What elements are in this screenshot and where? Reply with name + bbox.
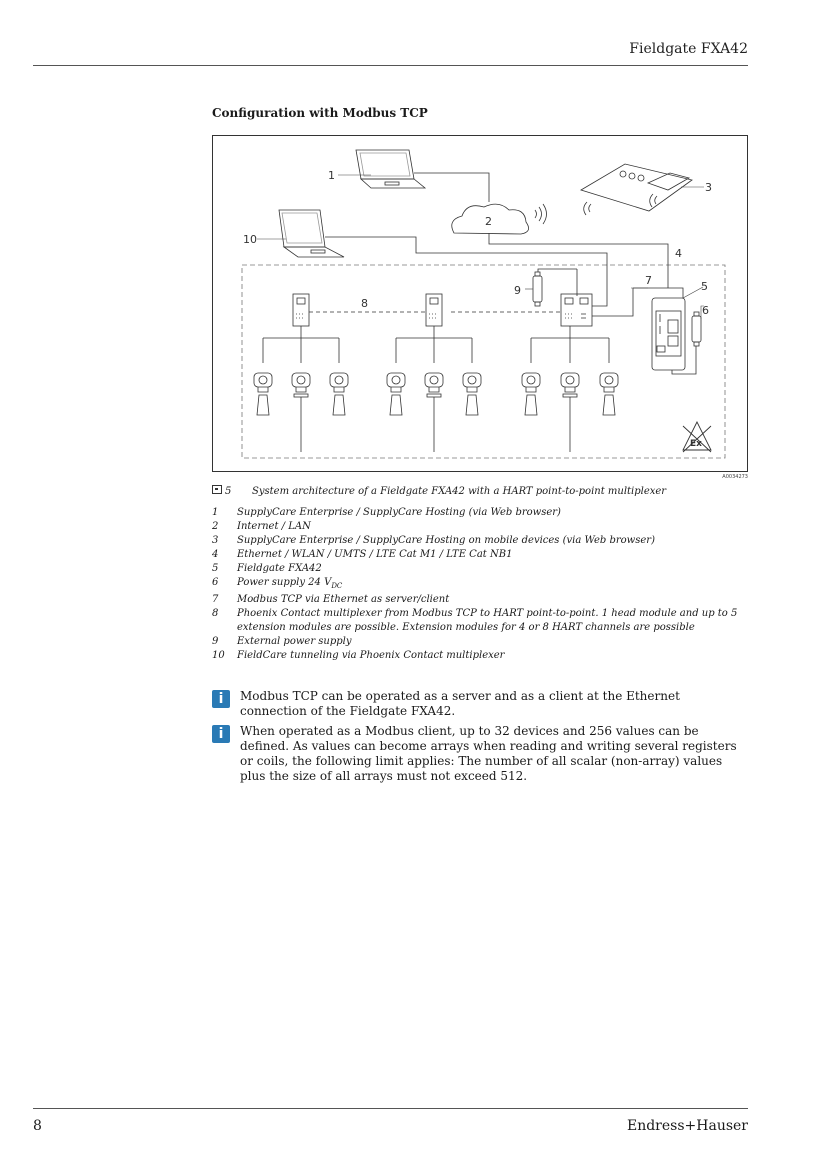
legend-item: 7 Modbus TCP via Ethernet as server/client <box>212 594 450 605</box>
legend-item: 9 External power supply <box>212 636 352 647</box>
external-power-supply-icon <box>533 272 542 306</box>
callout-4: 4 <box>675 247 682 260</box>
figure-number: 5 <box>225 486 232 497</box>
callout-5: 5 <box>701 280 708 293</box>
multiplexer-module-1-icon <box>293 294 309 326</box>
architecture-diagram <box>213 136 749 473</box>
legend-item: 5 Fieldgate FXA42 <box>212 563 322 574</box>
field-instruments <box>254 373 618 452</box>
radar-instrument-6-icon <box>600 373 618 415</box>
tablet-icon <box>581 164 692 211</box>
callout-8: 8 <box>361 297 368 310</box>
legend-item: 4 Ethernet / WLAN / UMTS / LTE Cat M1 / LTE Cat NB1 <box>212 549 513 560</box>
callout-2: 2 <box>485 215 492 228</box>
info-icon: i <box>212 725 230 743</box>
architecture-figure <box>212 135 748 472</box>
callout-1: 1 <box>328 169 335 182</box>
site-boundary <box>242 265 725 458</box>
info-note-2 <box>212 724 752 784</box>
fieldgate-fxa42-icon <box>652 298 685 370</box>
multiplexer-module-2-icon <box>426 294 442 326</box>
note-text: When operated as a Modbus client, up to 32 devices and 256 values can be defined. As values can become arrays when reading and writing several registers or coils, the following limit applies: The number of all scalar (non-array) values plus the size of all arrays must not exceed 512. <box>240 724 737 783</box>
radar-instrument-5-icon <box>522 373 540 415</box>
legend-item: 8 Phoenix Contact multiplexer from Modbus TCP to HART point-to-point. 1 head module and up to 5 extension modules are possible. Extension modules for 4 or 8 HART channels are possible <box>212 608 738 633</box>
radar-instrument-1-icon <box>254 373 272 415</box>
figure-id: A0034273 <box>722 474 748 480</box>
note-text: Modbus TCP can be operated as a server and as a client at the Ethernet connection of the Fieldgate FXA42. <box>240 689 680 718</box>
legend-item: 3 SupplyCare Enterprise / SupplyCare Hosting on mobile devices (via Web browser) <box>212 535 655 546</box>
legend-item: 10 FieldCare tunneling via Phoenix Contact multiplexer <box>212 650 505 661</box>
laptop-10-icon <box>279 210 344 257</box>
figure-legend <box>212 506 752 663</box>
footer-rule <box>33 1108 748 1109</box>
section-title: Configuration with Modbus TCP <box>212 106 428 120</box>
info-note-1 <box>212 689 752 719</box>
radar-instrument-2-icon <box>330 373 348 415</box>
guided-radar-instrument-1-icon <box>292 373 310 452</box>
header-product-name: Fieldgate FXA42 <box>629 41 748 57</box>
legend-item: 2 Internet / LAN <box>212 521 311 532</box>
figure-caption-text: System architecture of a Fieldgate FXA42 with a HART point-to-point multiplexer <box>252 486 667 497</box>
info-icon: i <box>212 690 230 708</box>
guided-radar-instrument-3-icon <box>561 373 579 452</box>
figure-icon <box>212 485 222 494</box>
guided-radar-instrument-2-icon <box>425 373 443 452</box>
power-supply-24v-icon <box>692 312 701 346</box>
callout-3: 3 <box>705 181 712 194</box>
footer-brand: Endress+Hauser <box>626 1118 748 1134</box>
laptop-1-icon <box>356 150 425 188</box>
figure-caption <box>212 485 666 497</box>
callout-7: 7 <box>645 274 652 287</box>
radar-instrument-4-icon <box>463 373 481 415</box>
svg-text:Ex: Ex <box>690 439 702 449</box>
header-rule <box>33 65 748 66</box>
multiplexer-head-module-icon <box>561 294 592 326</box>
radar-instrument-3-icon <box>387 373 405 415</box>
callout-6: 6 <box>702 304 709 317</box>
legend-item: 6 Power supply 24 $V_{DC}$ <box>212 577 343 590</box>
no-ex-zone-icon <box>683 422 711 452</box>
legend-item: 1 SupplyCare Enterprise / SupplyCare Hosting (via Web browser) <box>212 507 561 518</box>
page-number: 8 <box>33 1118 42 1134</box>
phone-icon <box>648 173 689 190</box>
callout-9: 9 <box>514 284 521 297</box>
callout-10: 10 <box>243 233 257 246</box>
